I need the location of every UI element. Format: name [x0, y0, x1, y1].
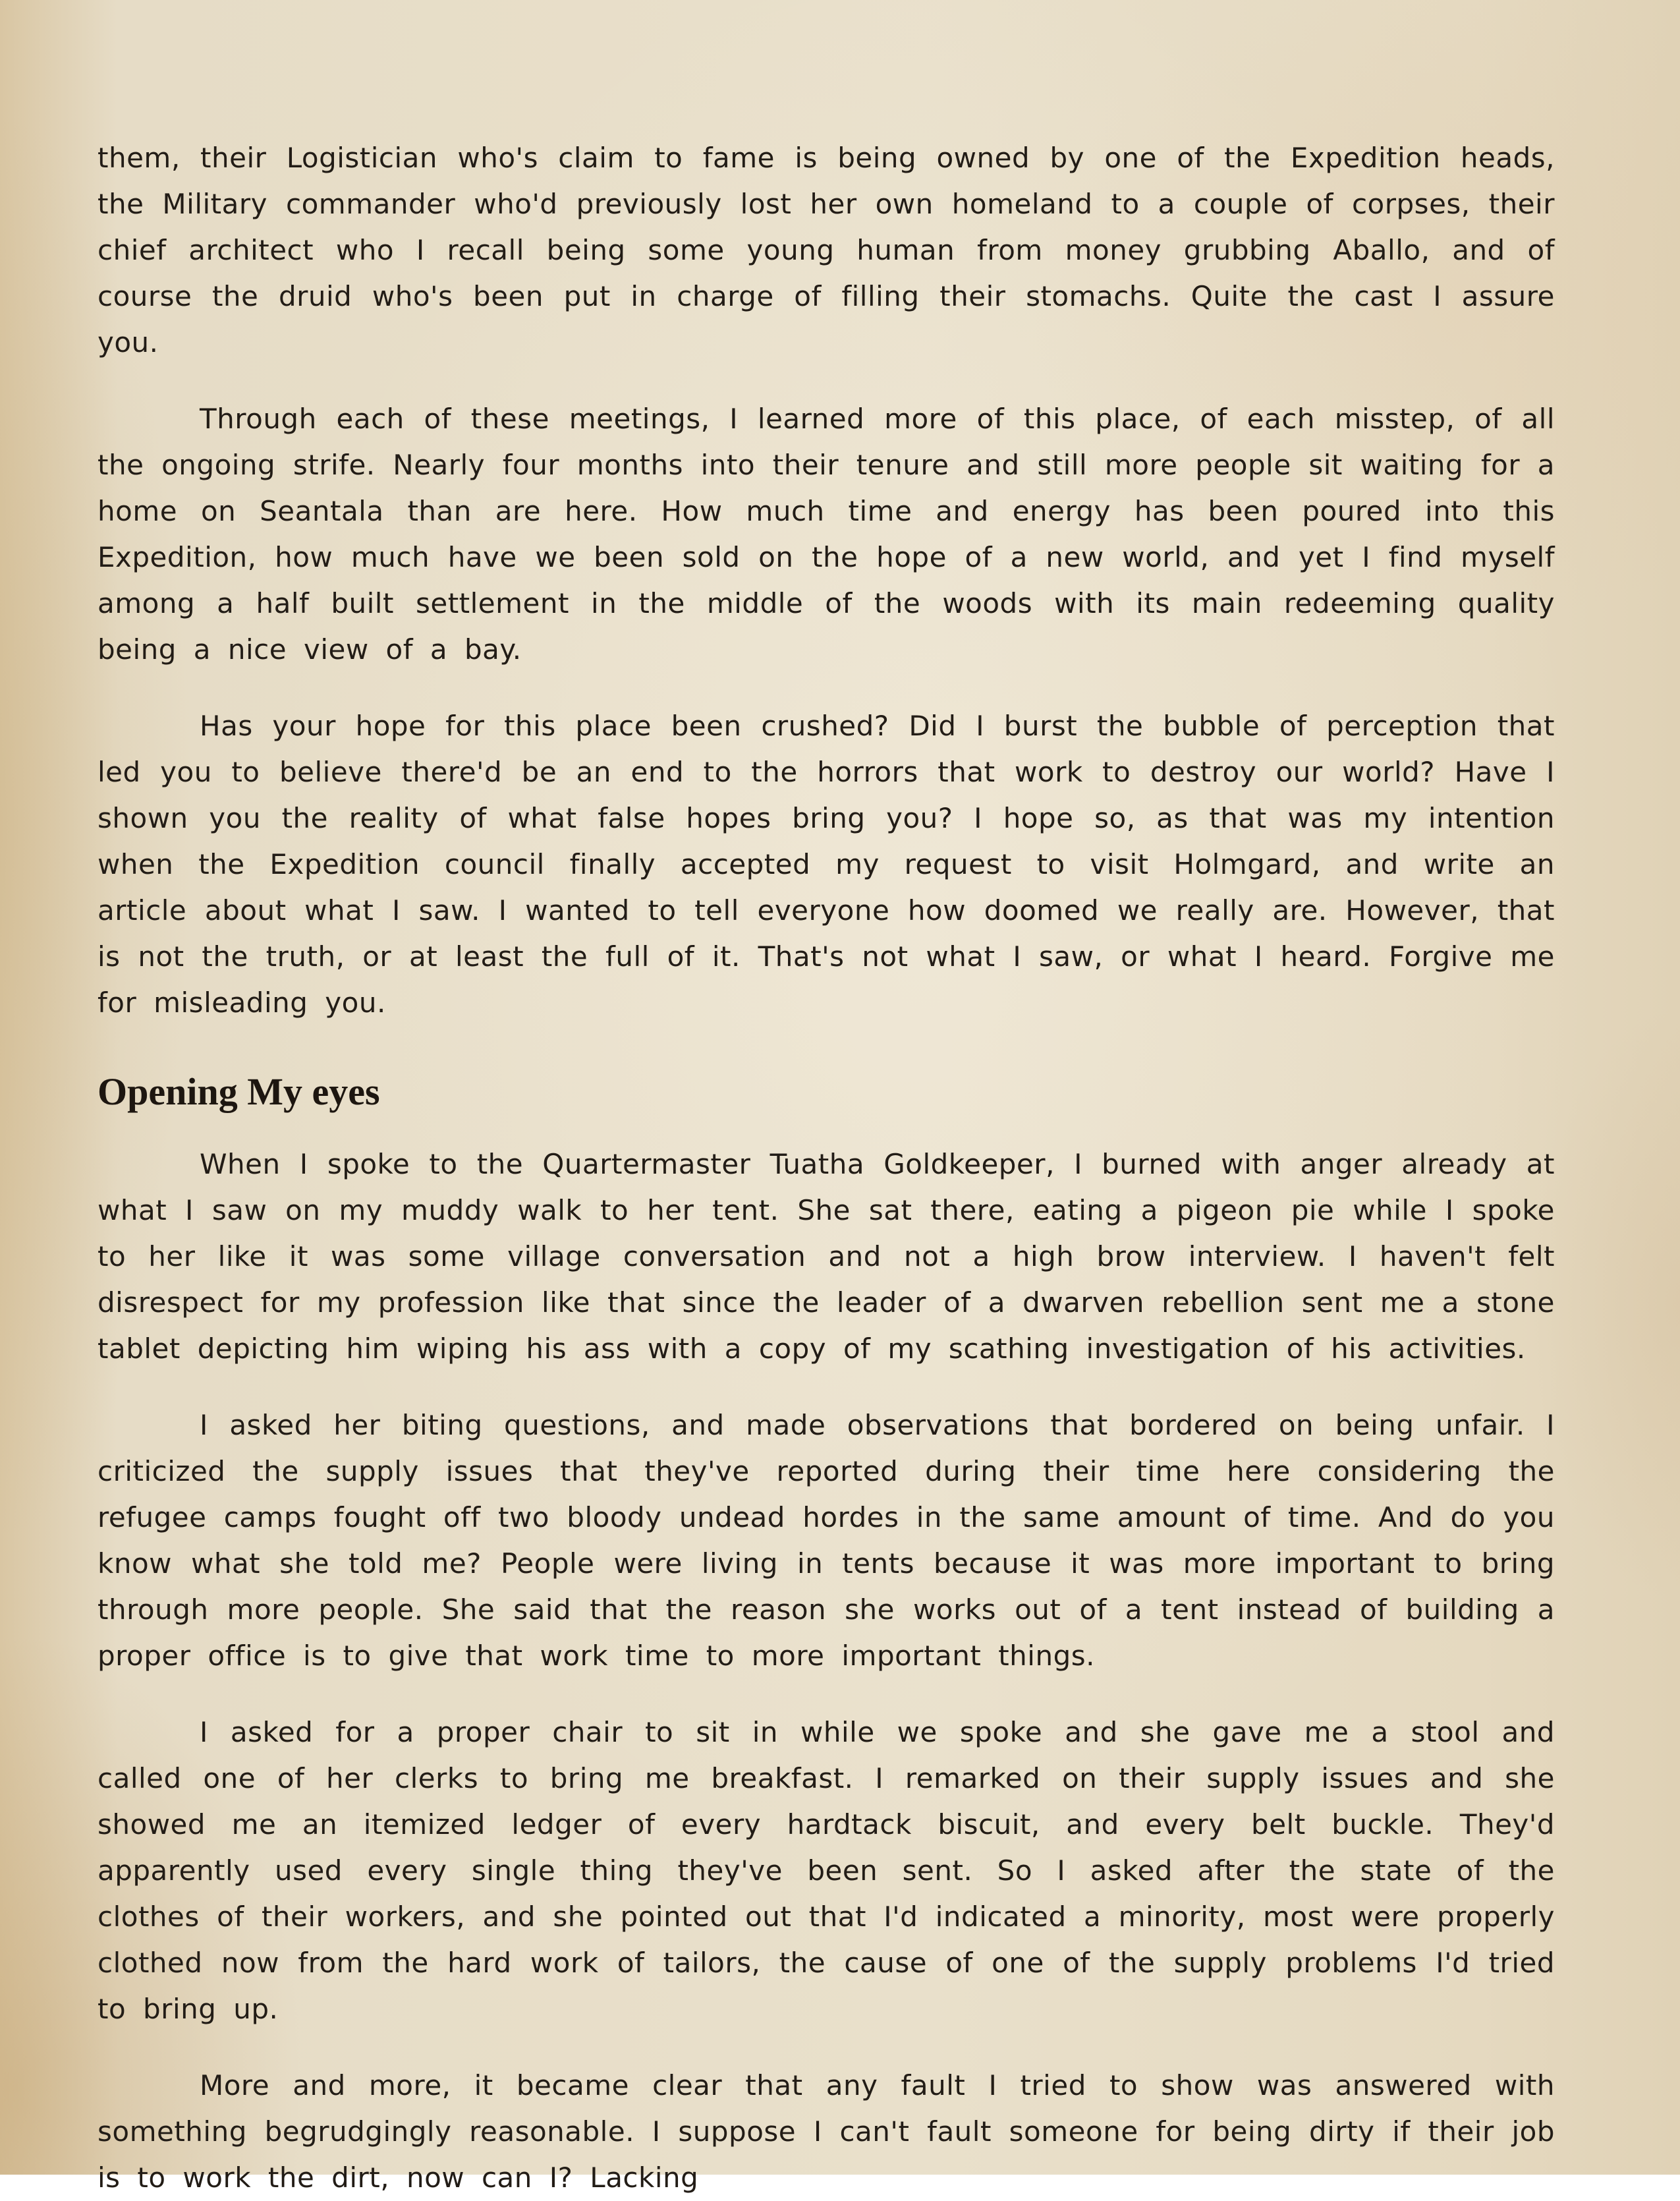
article-body: [98, 135, 1555, 2201]
paragraph: More and more, it became clear that any fault I tried to show was answered with something begrudgingly reasonable. I suppose I can't fault someone for being dirty if their job is to work the dirt, now can I? Lacking: [98, 2069, 1555, 2194]
paragraph: I asked her biting questions, and made observations that bordered on being unfair. I criticized the supply issues that they've reported during their time here considering the refugee camps fought off two bloody undead hordes in the same amount of time. And do you know what she told me? People were living in tents because it was more important to bring through more people. She said that the reason she works out of a tent instead of building a proper office is to give that work time to more important things.: [98, 1409, 1555, 1672]
paragraph: I asked for a proper chair to sit in while we spoke and she gave me a stool and called one of her clerks to bring me breakfast. I remarked on their supply issues and she showed me an itemized ledger of every hardtack biscuit, and every belt buckle. They'd apparently used every single thing they've been sent. So I asked after the state of the clothes of their workers, and she pointed out that I'd indicated a minority, most were properly clothed now from the hard work of tailors, the cause of one of the supply problems I'd tried to bring up.: [98, 1716, 1555, 2025]
paragraph: When I spoke to the Quartermaster Tuatha Goldkeeper, I burned with anger already at what I saw on my muddy walk to her tent. She sat there, eating a pigeon pie while I spoke to her like it was some village conversation and not a high brow interview. I haven't felt disrespect for my profession like that since the leader of a dwarven rebellion sent me a stone tablet depicting him wiping his ass with a copy of my scathing investigation of his activities.: [98, 1148, 1555, 1365]
paragraph: Has your hope for this place been crushed? Did I burst the bubble of perception that led you to believe there'd be an end to the horrors that work to destroy our world? Have I shown you the reality of what false hopes bring you? I hope so, as that was my intention when the Expedition council finally accepted my request to visit Holmgard, and write an article about what I saw. I wanted to tell everyone how doomed we really are. However, that is not the truth, or at least the full of it. That's not what I saw, or what I heard. Forgive me for misleading you.: [98, 710, 1555, 1019]
paragraph-continuation: them, their Logistician who's claim to fame is being owned by one of the Expedition heads, the Military commander who'd previously lost her own homeland to a couple of corpses, their chief architect who I recall being some young human from money grubbing Aballo, and of course the druid who's been put in charge of filling their stomachs. Quite the cast I assure you.: [98, 142, 1555, 358]
paragraph: Through each of these meetings, I learned more of this place, of each misstep, of all the ongoing strife. Nearly four months into their tenure and still more people sit waiting for a home on Seantala than are here. How much time and energy has been poured into this Expedition, how much have we been sold on the hope of a new world, and yet I find myself among a half built settlement in the middle of the woods with its main redeeming quality being a nice view of a bay.: [98, 403, 1555, 666]
section-heading: Opening My eyes: [98, 1070, 380, 1113]
